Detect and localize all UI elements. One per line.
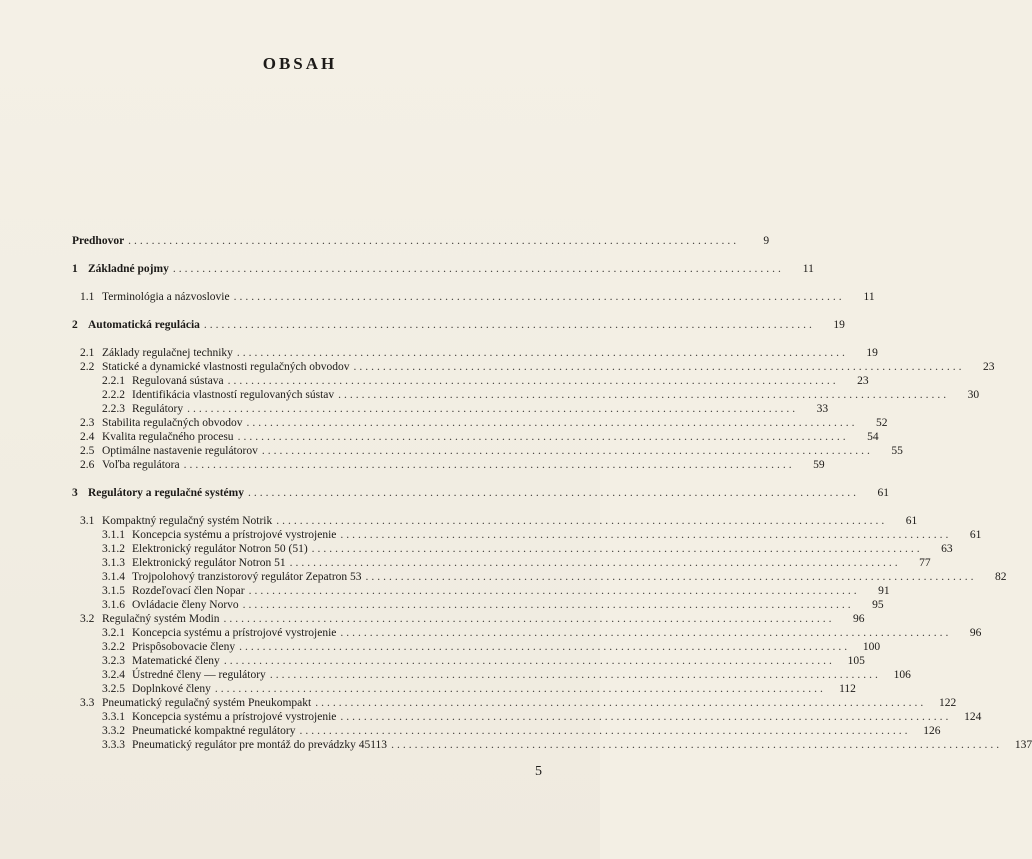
toc-entry-number: 3.2 xyxy=(80,613,95,625)
toc-leader-dots: ........................................................................................................ xyxy=(223,655,835,667)
toc-leader-dots: ........................................................................................................ xyxy=(203,319,815,331)
toc-leader-dots: ........................................................................................................ xyxy=(236,347,848,359)
toc-leader-dots: ........................................................................................................ xyxy=(214,683,826,695)
toc-leader-dots: ........................................................................................................ xyxy=(128,235,740,247)
toc-entry-page: 52 xyxy=(876,417,888,429)
toc-entry xyxy=(80,457,825,473)
toc-entry-text: Kompaktný regulačný systém Notrik xyxy=(102,515,273,527)
toc-entry-page: 82 xyxy=(995,571,1007,583)
page-number: 5 xyxy=(535,764,542,779)
toc-entry-page: 61 xyxy=(877,487,889,499)
toc-entry-page: 106 xyxy=(893,669,911,681)
toc-entry-text: Elektronický regulátor Notron 51 xyxy=(132,557,286,569)
toc-entry-number: 3.3.3 xyxy=(102,739,125,751)
toc-leader-dots: ........................................................................................................ xyxy=(340,529,952,541)
toc-entry-page: 19 xyxy=(866,347,878,359)
toc-entry-text: Statické a dynamické vlastnosti regulačných obvodov xyxy=(102,361,350,373)
toc-entry-chapter-2 xyxy=(72,317,845,333)
toc-leader-dots: ........................................................................................................ xyxy=(315,697,927,709)
toc-entry-page: 137 xyxy=(1014,739,1032,751)
toc-entry-page: 124 xyxy=(964,711,982,723)
toc-entry-text: Koncepcia systému a prístrojové vystrojenie xyxy=(132,711,337,723)
toc-entry-number: 1.1 xyxy=(80,291,95,303)
toc-entry-text: Ústredné členy — regulátory xyxy=(132,669,266,681)
toc-entry-number: 3.1.1 xyxy=(102,529,125,541)
toc-entry-page: 61 xyxy=(905,515,918,527)
toc-entry-number: 2 xyxy=(72,319,78,331)
toc-leader-dots: ........................................................................................................ xyxy=(338,389,950,401)
toc-entry-text: Regulátory a regulačné systémy xyxy=(88,487,244,499)
toc-entry-text: Ovládacie členy Norvo xyxy=(132,599,239,611)
toc-entry-page: 96 xyxy=(969,627,982,639)
page-title: OBSAH xyxy=(262,54,338,73)
toc-entry-page: 100 xyxy=(862,641,881,653)
toc-entry-number: 3.1.2 xyxy=(102,543,125,555)
toc-entry-number: 2.2.1 xyxy=(102,375,125,387)
toc-leader-dots: ........................................................................................................ xyxy=(223,613,835,625)
toc-leader-dots: ........................................................................................................ xyxy=(353,361,965,373)
toc-entry-number: 3.3 xyxy=(80,697,95,709)
toc-entry-page: 96 xyxy=(853,613,865,625)
toc-entry-page: 33 xyxy=(816,403,829,415)
toc-entry-number: 3.1.5 xyxy=(102,585,125,597)
toc-entry-page: 30 xyxy=(967,389,980,401)
toc-entry-number: 3.2.3 xyxy=(102,655,125,667)
toc-entry-number: 3.1.3 xyxy=(102,557,125,569)
toc-entry-text: Prispôsobovacie členy xyxy=(132,641,236,653)
toc-entry xyxy=(102,737,1032,753)
toc-entry-number: 3.2.2 xyxy=(102,641,125,653)
toc-entry-page: 95 xyxy=(872,599,884,611)
toc-entry-text: Regulátory xyxy=(132,403,184,415)
toc-entry-number: 2.2.3 xyxy=(102,403,125,415)
toc-entry-text: Automatická regulácia xyxy=(88,319,200,331)
toc-leader-dots: ........................................................................................................ xyxy=(187,403,799,415)
toc-entry-number: 3.2.1 xyxy=(102,627,125,639)
toc-entry-page: 11 xyxy=(802,263,814,275)
toc-entry-page: 23 xyxy=(983,361,995,373)
toc-leader-dots: ........................................................................................................ xyxy=(340,711,952,723)
toc-entry-number: 1 xyxy=(72,263,78,275)
toc-entry-text: Základné pojmy xyxy=(88,263,169,275)
toc-entry-text: Predhovor xyxy=(72,235,125,247)
toc-entry-text: Rozdeľovací člen Nopar xyxy=(132,585,245,597)
toc-entry-page: 122 xyxy=(938,697,957,709)
toc-leader-dots: ........................................................................................................ xyxy=(233,291,845,303)
toc-entry-text: Základy regulačnej techniky xyxy=(102,347,233,359)
toc-leader-dots: ........................................................................................................ xyxy=(299,725,911,737)
toc-leader-dots: ........................................................................................................ xyxy=(246,417,858,429)
toc-entry-page: 105 xyxy=(847,655,865,667)
toc-entry-number: 2.3 xyxy=(80,417,95,429)
toc-entry-page: 23 xyxy=(857,375,869,387)
toc-leader-dots: ........................................................................................................ xyxy=(172,263,784,275)
toc-leader-dots: ........................................................................................................ xyxy=(183,459,795,471)
toc-entry-number: 2.2 xyxy=(80,361,95,373)
toc-entry-text: Trojpolohový tranzistorový regulátor Zepatron 53 xyxy=(132,571,362,583)
toc-entry-page: 126 xyxy=(923,725,941,737)
toc-entry-page: 91 xyxy=(878,585,890,597)
toc-entry-chapter-1 xyxy=(72,261,814,277)
toc-entry-page: 11 xyxy=(863,291,875,303)
toc-leader-dots: ........................................................................................................ xyxy=(247,487,859,499)
toc-entry-text: Terminológia a názvoslovie xyxy=(102,291,230,303)
toc-entry-page: 55 xyxy=(891,445,903,457)
toc-leader-dots: ........................................................................................................ xyxy=(276,515,888,527)
toc-entry xyxy=(80,289,875,305)
toc-entry-text: Koncepcia systému a prístrojové vystrojenie xyxy=(132,627,337,639)
toc-leader-dots: ........................................................................................................ xyxy=(261,445,873,457)
toc-entry-number: 3.1 xyxy=(80,515,95,527)
toc-leader-dots: ........................................................................................................ xyxy=(391,739,1003,751)
toc-entry-predhovor xyxy=(72,233,770,249)
toc-entry-text: Identifikácia vlastností regulovaných sústav xyxy=(132,389,335,401)
toc-entry-text: Stabilita regulačných obvodov xyxy=(102,417,243,429)
toc-entry-page: 9 xyxy=(763,235,770,247)
toc-leader-dots: ........................................................................................................ xyxy=(340,627,952,639)
toc-leader-dots: ........................................................................................................ xyxy=(227,375,839,387)
toc-entry-number: 3.3.2 xyxy=(102,725,125,737)
toc-entry-number: 2.5 xyxy=(80,445,95,457)
toc-entry-number: 3.2.4 xyxy=(102,669,125,681)
toc-entry-text: Doplnkové členy xyxy=(132,683,211,695)
toc-entry-page: 112 xyxy=(839,683,856,695)
toc-entry-text: Optimálne nastavenie regulátorov xyxy=(102,445,258,457)
toc-entry-number: 2.2.2 xyxy=(102,389,125,401)
toc-entry-page: 59 xyxy=(813,459,825,471)
toc-entry-text: Voľba regulátora xyxy=(102,459,180,471)
toc-entry-page: 19 xyxy=(833,319,845,331)
toc-entry-text: Regulovaná sústava xyxy=(132,375,224,387)
toc-entry-text: Pneumatický regulátor pre montáž do prevádzky 45113 xyxy=(132,739,388,751)
toc-leader-dots: ........................................................................................................ xyxy=(365,571,977,583)
toc-entry-page: 54 xyxy=(867,431,879,443)
toc-entry-number: 3.1.6 xyxy=(102,599,125,611)
toc-entry-text: Regulačný systém Modin xyxy=(102,613,220,625)
toc-entry-text: Kvalita regulačného procesu xyxy=(102,431,234,443)
toc-entry-chapter-3 xyxy=(72,485,889,501)
toc-leader-dots: ........................................................................................................ xyxy=(248,585,860,597)
toc-leader-dots: ........................................................................................................ xyxy=(311,543,923,555)
toc-entry-page: 77 xyxy=(919,557,931,569)
toc-leader-dots: ........................................................................................................ xyxy=(289,557,901,569)
toc-entry-page: 61 xyxy=(969,529,982,541)
toc-entry-number: 2.1 xyxy=(80,347,95,359)
toc-entry-text: Koncepcia systému a prístrojové vystrojenie xyxy=(132,529,337,541)
toc-leader-dots: ........................................................................................................ xyxy=(237,431,849,443)
toc-entry-text: Pneumatický regulačný systém Pneukompakt xyxy=(102,697,312,709)
toc-entry-number: 3.3.1 xyxy=(102,711,125,723)
toc-entry-page: 63 xyxy=(941,543,953,555)
toc-entry-number: 2.6 xyxy=(80,459,95,471)
toc-entry-text: Elektronický regulátor Notron 50 (51) xyxy=(132,543,308,555)
toc-entry-number: 3.2.5 xyxy=(102,683,125,695)
toc-entry-number: 2.4 xyxy=(80,431,95,443)
toc-entry-number: 3.1.4 xyxy=(102,571,125,583)
toc-leader-dots: ........................................................................................................ xyxy=(269,669,881,681)
toc-entry-text: Matematické členy xyxy=(132,655,220,667)
toc-leader-dots: ........................................................................................................ xyxy=(242,599,854,611)
toc-entry-number: 3 xyxy=(72,487,78,499)
toc-entry-text: Pneumatické kompaktné regulátory xyxy=(132,725,296,737)
toc-leader-dots: ........................................................................................................ xyxy=(239,641,851,653)
